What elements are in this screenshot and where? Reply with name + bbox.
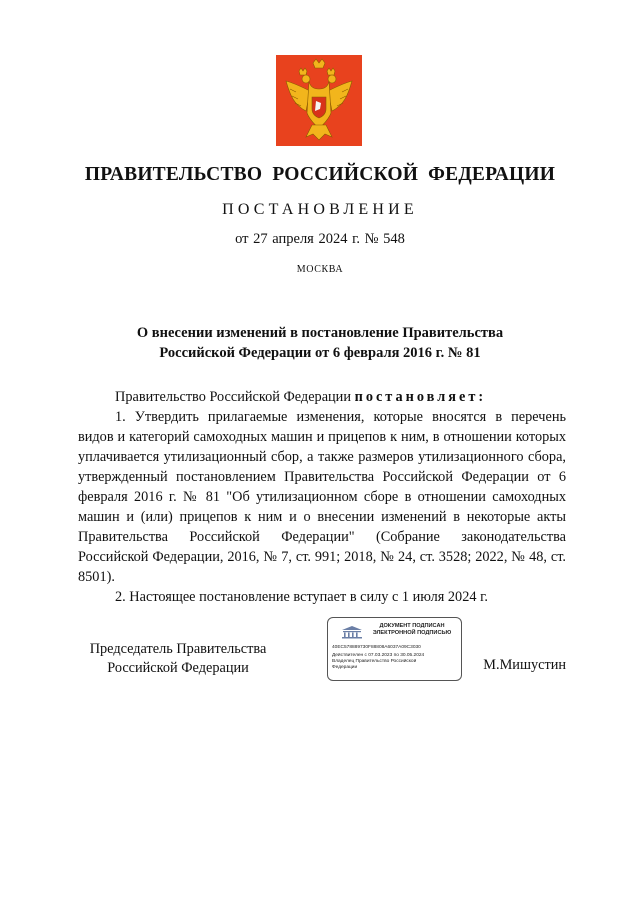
stamp-validity: Действителен с 07.03.2023 по 30.05.2024 — [332, 653, 425, 658]
stamp-title-line-1: ДОКУМЕНТ ПОДПИСАН — [379, 623, 445, 629]
stamp-title — [366, 623, 458, 637]
decree-word: постановляет: — [354, 389, 487, 405]
stamp-title-line-2: ЭЛЕКТРОННОЙ ПОДПИСЬЮ — [372, 630, 452, 636]
decree-item-1: 1. Утвердить прилагаемые изменения, которые вносятся в перечень видов и категорий самоходных машин и прицепов к ним, в отношении которых уплачивается утилизационный сбор, а также размеров утилизационного сбора, утвержденный постановлением Правительства Российской Федерации от 6 февраля 2016 г. № 81 "Об утилизационном сборе в отношении самоходных машин и (или) прицепов к ним и о внесении изменений в некоторые акты Правительства Российской Федерации" (Собрание законодательства Российской Федерации, 2016, № 7, ст. 991; 2018, № 24, ст. 3528; 2022, № 48, ст. 8501). — [78, 409, 566, 585]
coat-of-arms-emblem — [276, 55, 362, 146]
document-body — [78, 387, 566, 607]
electronic-signature-stamp — [327, 617, 462, 681]
subject-line-2: Российской Федерации от 6 февраля 2016 г. № 81 — [159, 345, 481, 361]
document-city: МОСКВА — [296, 264, 344, 275]
document-subject — [0, 323, 640, 363]
document-date-number: от 27 апреля 2024 г. № 548 — [235, 231, 405, 247]
decree-item-2: 2. Настоящее постановление вступает в силу с 1 июля 2024 г. — [115, 589, 488, 605]
signatory-position — [78, 640, 278, 678]
position-line-1: Председатель Правительства — [89, 641, 267, 657]
double-headed-eagle-icon — [276, 55, 362, 146]
government-building-icon — [340, 625, 364, 639]
decree-intro-text: Правительство Российской Федерации — [115, 389, 351, 405]
stamp-owner-line-1: Владелец Правительство Российской — [332, 659, 417, 664]
signatory-name: М.Мишустин — [483, 657, 566, 673]
government-title: ПРАВИТЕЛЬСТВО РОССИЙСКОЙ ФЕДЕРАЦИИ — [84, 164, 556, 185]
document-type: ПОСТАНОВЛЕНИЕ — [222, 201, 418, 218]
subject-line-1: О внесении изменений в постановление Правительства — [136, 325, 504, 341]
decree-intro — [78, 387, 566, 407]
stamp-serial: 40EC578889730F88808A6037A09C3030 — [332, 645, 421, 650]
position-line-2: Российской Федерации — [107, 660, 249, 676]
stamp-owner-line-2: Федерации — [332, 665, 358, 670]
